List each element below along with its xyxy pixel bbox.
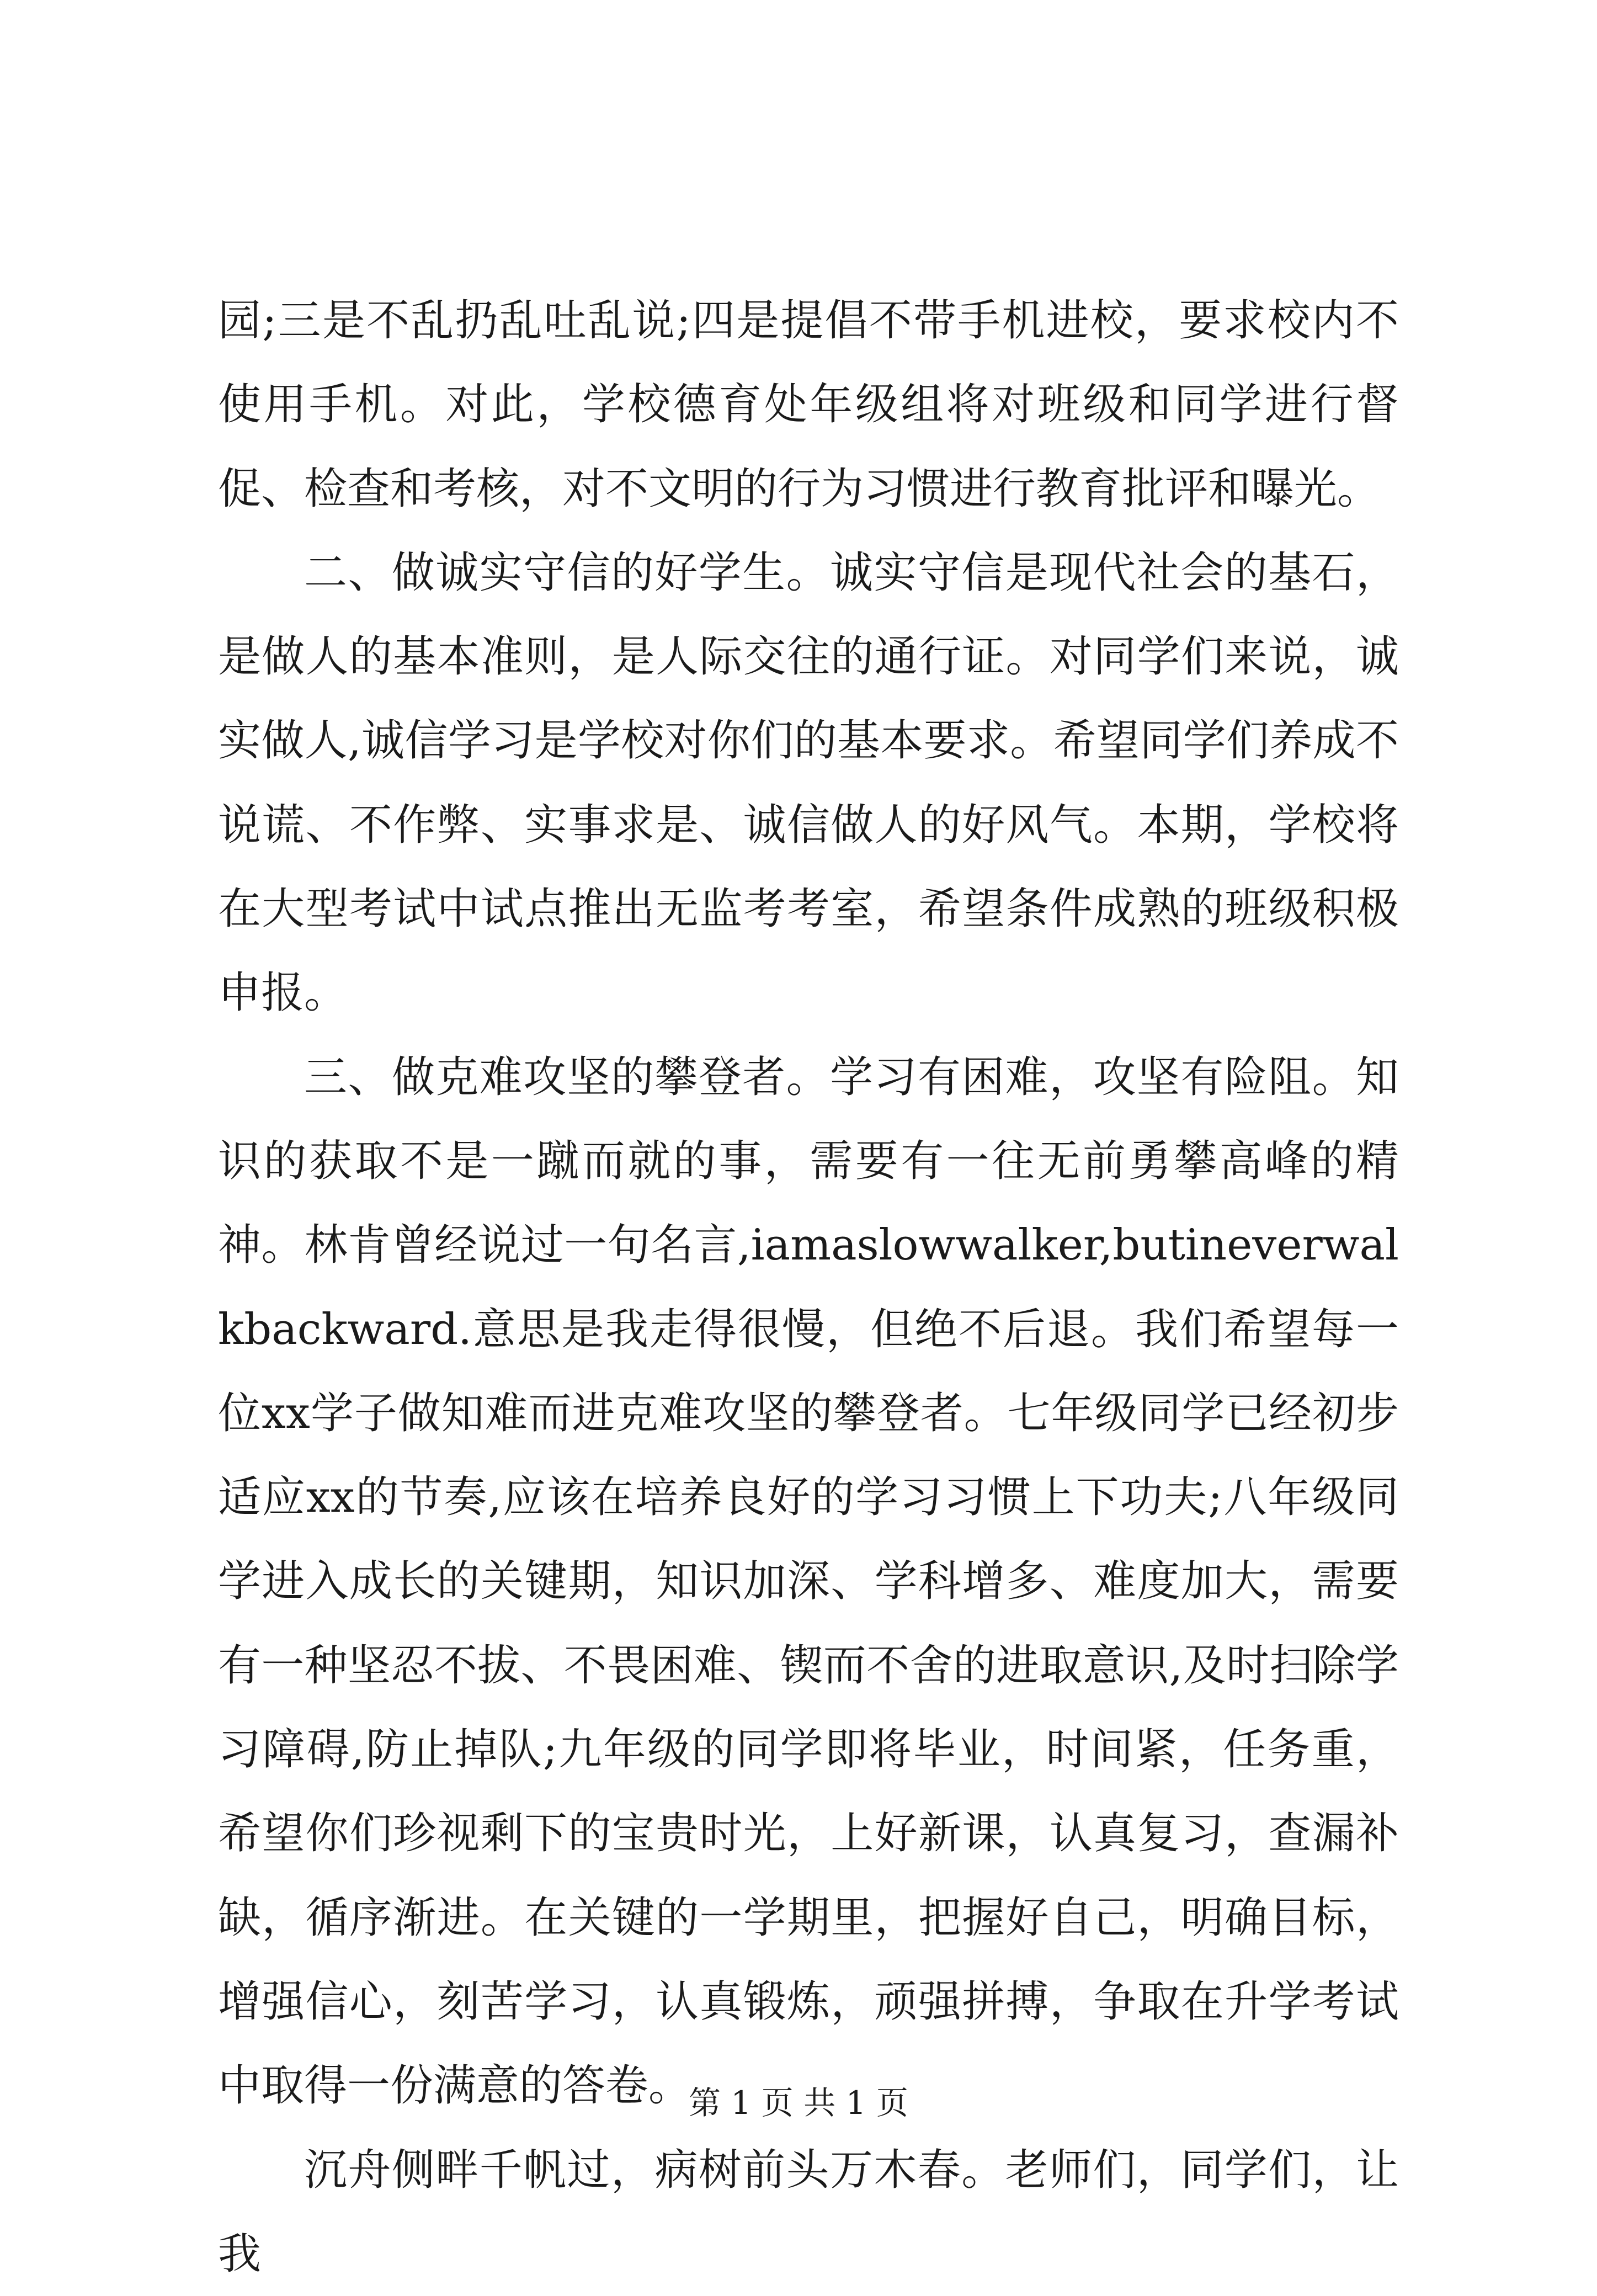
- paragraph-honesty: 二、做诚实守信的好学生。诚实守信是现代社会的基石，是做人的基本准则，是人际交往的通行证。对同学们来说，诚实做人,诚信学习是学校对你们的基本要求。希望同学们养成不说谎、不作弊、实事求是、诚信做人的好风气。本期，学校将在大型考试中试点推出无监考考室，希望条件成熟的班级积极申报。: [218, 548, 1399, 1018]
- paragraph-climber: 三、做克难攻坚的攀登者。学习有困难，攻坚有险阻。知识的获取不是一蹴而就的事，需要有一往无前勇攀高峰的精神。林肯曾经说过一句名言,iamaslowwalker,butineverwalkbackward.意思是我走得很慢，但绝不后退。我们希望每一位xx学子做知难而进克难攻坚的攀登者。七年级同学已经初步适应xx的节奏,应该在培养良好的学习习惯上下功夫;八年级同学进入成长的关键期，知识加深、学科增多、难度加大，需要有一种坚忍不拔、不畏困难、锲而不舍的进取意识,及时扫除学习障碍,防止掉队;九年级的同学即将毕业，时间紧，任务重，希望你们珍视剩下的宝贵时光，上好新课，认真复习，查漏补缺，循序渐进。在关键的一学期里，把握好自己，明确目标，增强信心，刻苦学习，认真锻炼，顽强拼搏，争取在升学考试中取得一份满意的答卷。: [218, 1052, 1399, 2111]
- document-body: [218, 279, 1399, 2296]
- page-number-label: 第 1 页 共 1 页: [689, 2084, 908, 2122]
- paragraph-continuation: 园;三是不乱扔乱吐乱说;四是提倡不带手机进校，要求校内不使用手机。对此，学校德育处年级组将对班级和同学进行督促、检查和考核，对不文明的行为习惯进行教育批评和曝光。: [218, 296, 1399, 514]
- page-footer: [0, 2081, 1597, 2125]
- paragraph-closing: 沉舟侧畔千帆过，病树前头万木春。老师们，同学们，让我: [218, 2145, 1399, 2279]
